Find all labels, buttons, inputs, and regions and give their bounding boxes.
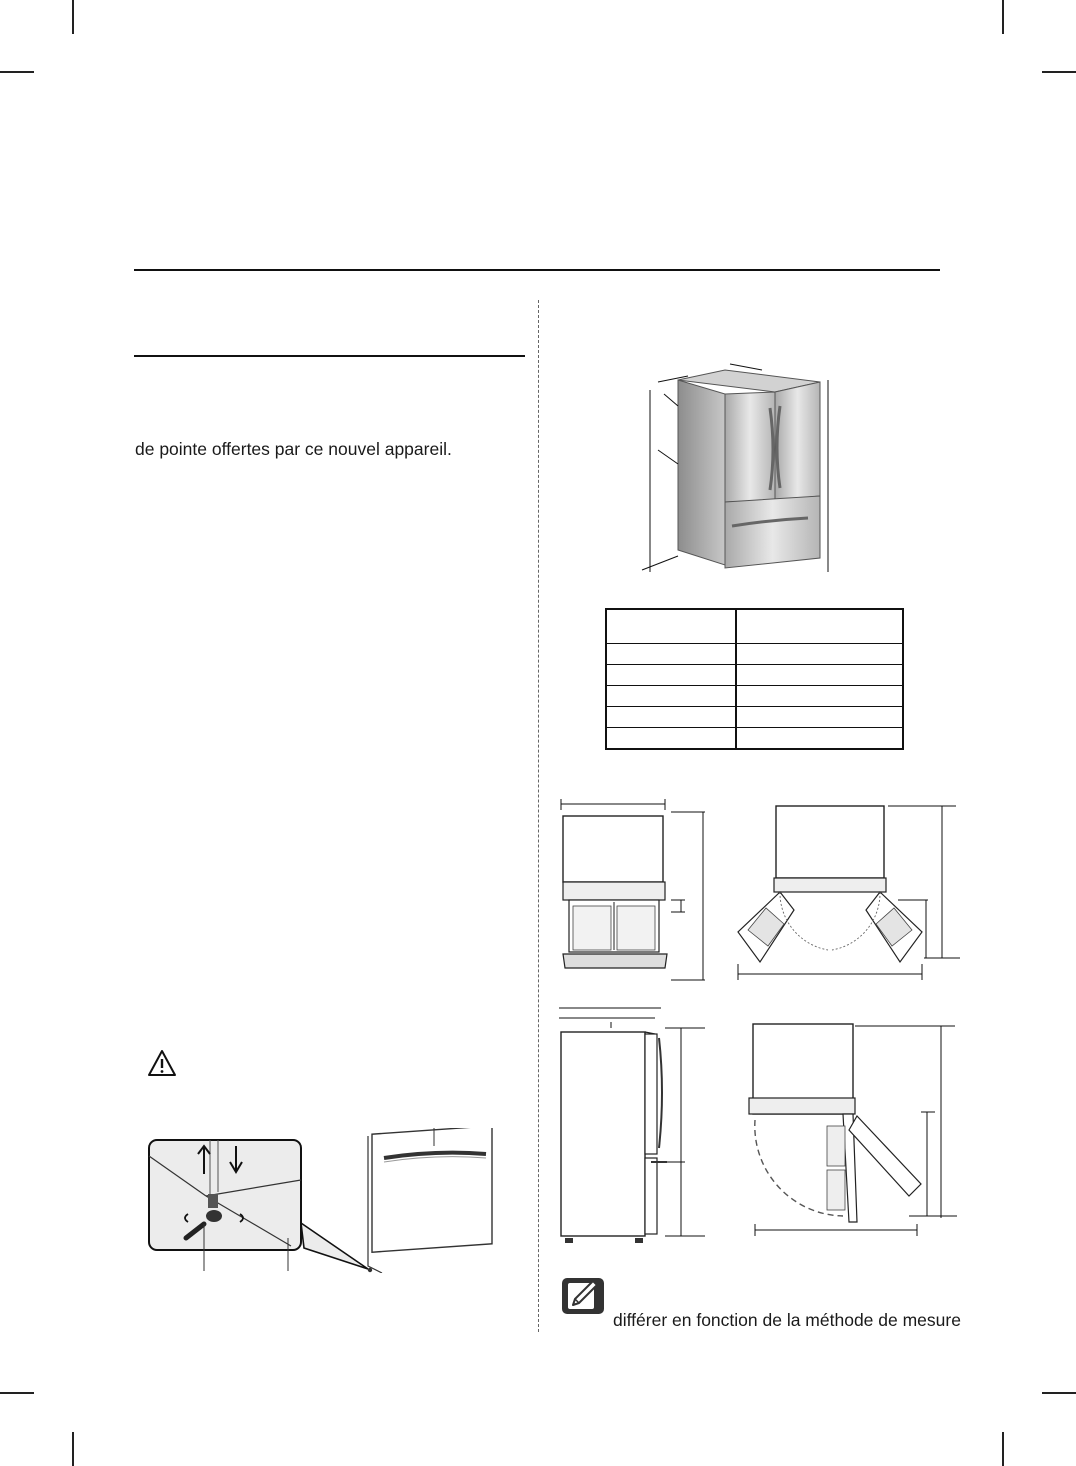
table-cell	[736, 609, 903, 644]
crop-mark	[1042, 1392, 1076, 1394]
table-row	[606, 686, 903, 707]
intro-text: de pointe offertes par ce nouvel appareil.	[135, 439, 452, 459]
crop-mark	[72, 1432, 74, 1466]
table-cell	[606, 644, 736, 665]
refrigerator-isometric-diagram	[630, 360, 845, 585]
table-cell	[736, 665, 903, 686]
table-row	[606, 707, 903, 728]
table-row	[606, 728, 903, 750]
column-divider	[538, 300, 539, 1332]
side-view-diagram	[555, 1002, 715, 1252]
table-cell	[736, 686, 903, 707]
table-cell	[606, 707, 736, 728]
crop-mark	[1042, 71, 1076, 73]
crop-mark	[1002, 1432, 1004, 1466]
table-cell	[606, 728, 736, 750]
table-cell	[606, 686, 736, 707]
table-cell	[606, 665, 736, 686]
leveling-leg-illustration	[146, 1128, 506, 1273]
table-row	[606, 644, 903, 665]
table-row	[606, 609, 903, 644]
table-cell	[736, 707, 903, 728]
section-rule	[134, 355, 525, 357]
note-text: différer en fonction de la méthode de mesure	[613, 1310, 961, 1330]
header-rule	[134, 269, 940, 271]
crop-mark	[72, 0, 74, 34]
door-swing-diagram	[745, 1020, 963, 1245]
crop-mark	[1002, 0, 1004, 34]
warning-triangle-icon	[147, 1049, 177, 1077]
dimensions-table	[605, 608, 904, 750]
table-cell	[736, 728, 903, 750]
top-view-doors-open-diagram	[728, 800, 964, 985]
table-cell	[736, 644, 903, 665]
note-pencil-icon	[561, 1277, 605, 1315]
table-cell	[606, 609, 736, 644]
top-view-drawer-diagram	[555, 796, 715, 986]
crop-mark	[0, 1392, 34, 1394]
table-row	[606, 665, 903, 686]
crop-mark	[0, 71, 34, 73]
